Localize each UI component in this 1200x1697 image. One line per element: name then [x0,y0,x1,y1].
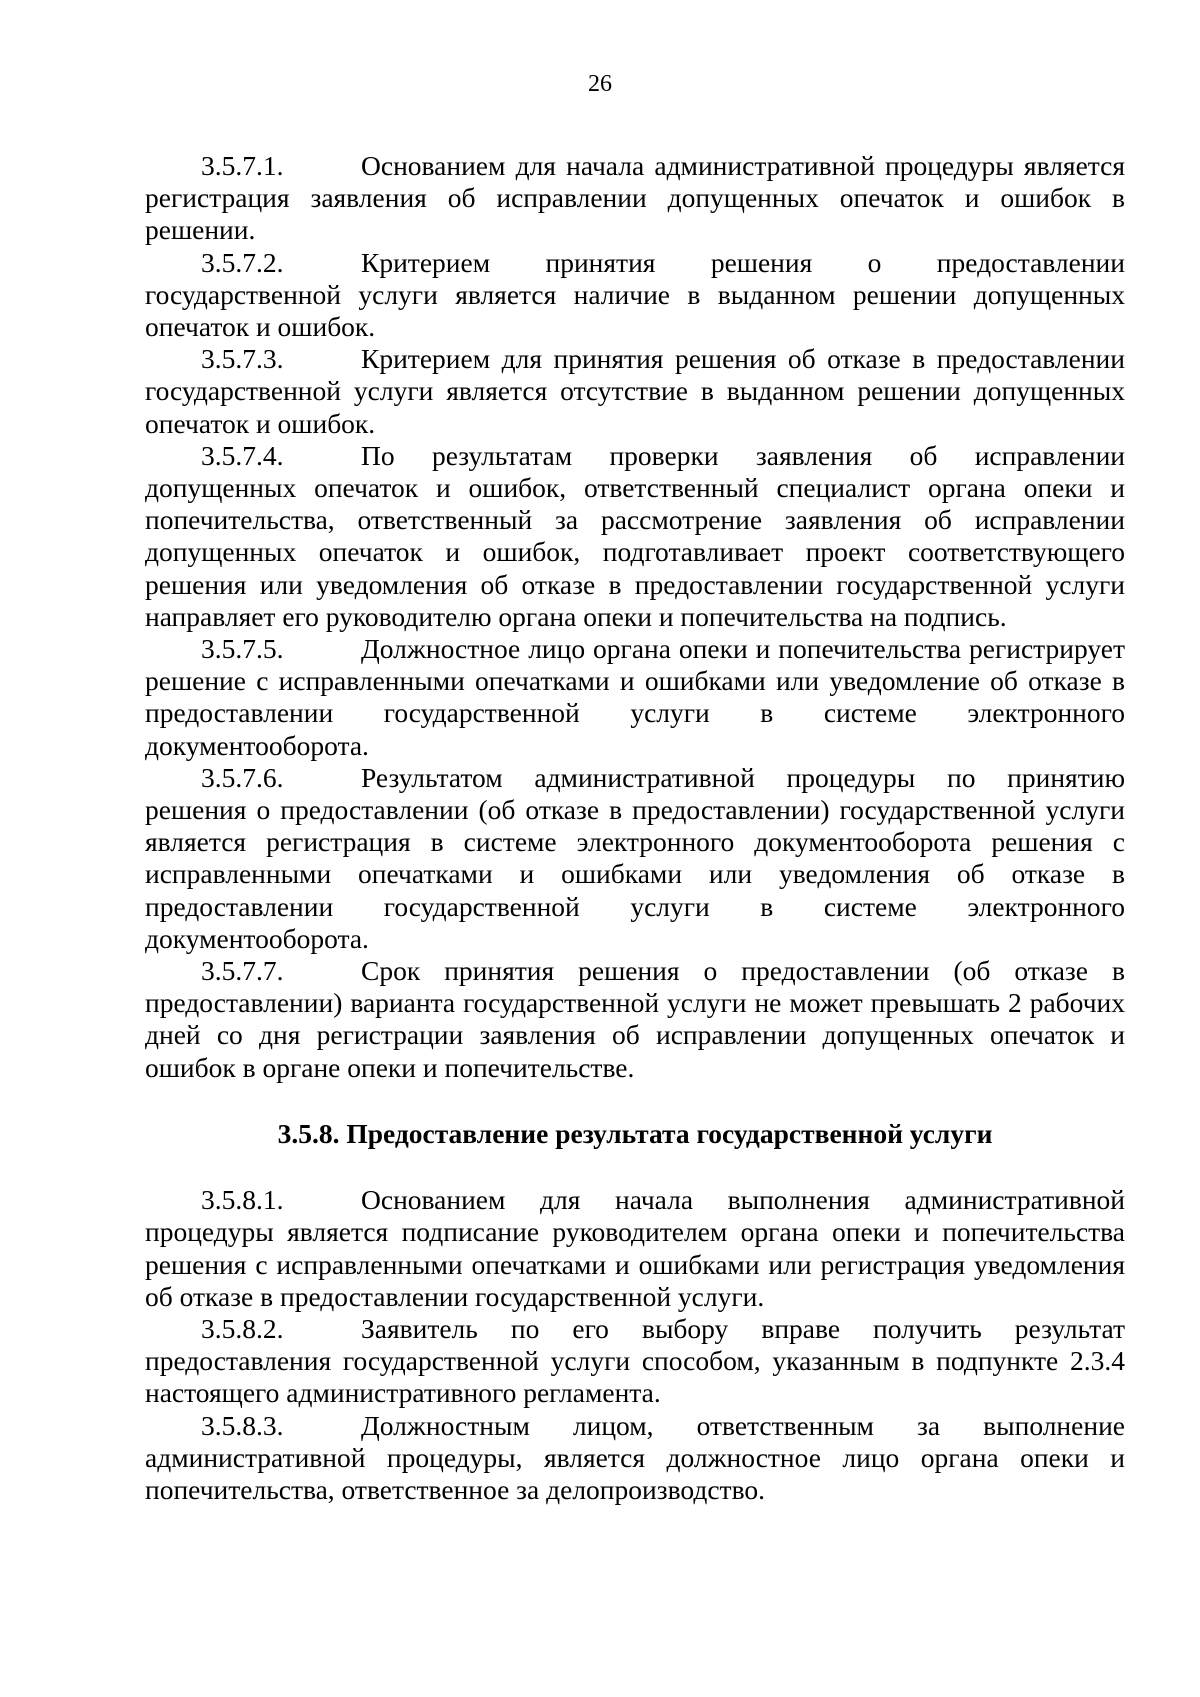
paragraph-number: 3.5.8.1. [201,1184,284,1216]
paragraph-text: Заявитель по его выбору вправе получить результат предоставления государственной услуги способом, указанным в подпункте 2.3.4 настоящего административного регламента. [145,1312,1125,1409]
paragraph-number: 3.5.7.5. [201,633,284,665]
section-heading-3-5-8: 3.5.8. Предоставление результата государственной услуги [277,1117,993,1149]
paragraph-3-5-7-7 [145,955,1125,1084]
paragraph-3-5-7-1 [145,150,1125,247]
paragraph-text: Основанием для начала административной процедуры является регистрация заявления об исправлении допущенных опечаток и ошибок в решении. [145,150,1125,246]
paragraph-number: 3.5.7.1. [201,150,284,181]
paragraph-3-5-7-2 [145,247,1125,344]
paragraph-text: Должностным лицом, ответственным за выполнение административной процедуры, является должностное лицо органа опеки и попечительства, ответственное за делопроизводство. [145,1409,1125,1505]
paragraph-3-5-8-3 [145,1410,1125,1507]
paragraph-text: Критерием принятия решения о предоставлении государственной услуги является наличие в выданном решении допущенных опечаток и ошибок. [145,246,1125,343]
paragraph-text: Критерием для принятия решения об отказе в предоставлении государственной услуги является отсутствие в выданном решении допущенных опечаток и ошибок. [145,343,1125,439]
paragraph-text: Основанием для начала выполнения административной процедуры является подписание руководителем органа опеки и попечительства решения с исправленными опечатками и ошибками или регистрация уведомления об отказе в предоставлении государственной услуги. [145,1184,1125,1312]
paragraph-number: 3.5.7.4. [201,439,284,471]
paragraph-number: 3.5.8.3. [201,1409,284,1441]
paragraph-number: 3.5.7.2. [201,246,284,278]
paragraph-text: По результатам проверки заявления об исправлении допущенных опечаток и ошибок, ответственный специалист органа опеки и попечительства, ответственный за рассмотрение заявления об исправлении допущенных опечаток и ошибок, подготавливает проект соответствующего решения или уведомления об отказе в предоставлении государственной услуги направляет его руководителю органа опеки и попечительства на подпись. [145,439,1125,632]
paragraph-3-5-8-1 [145,1184,1125,1313]
paragraph-3-5-7-4 [145,440,1125,633]
paragraph-3-5-7-3 [145,343,1125,440]
paragraph-3-5-8-2 [145,1313,1125,1410]
paragraph-number: 3.5.7.6. [201,761,284,793]
paragraph-text: Срок принятия решения о предоставлении (об отказе в предоставлении) варианта государственной услуги не может превышать 2 рабочих дней со дня регистрации заявления об исправлении допущенных опечаток и ошибок в органе опеки и попечительстве. [145,955,1125,1083]
paragraph-text: Должностное лицо органа опеки и попечительства регистрирует решение с исправленными опечатками и ошибками или уведомление об отказе в предоставлении государственной услуги в системе электронного документооборота. [145,633,1125,761]
paragraph-text: Результатом административной процедуры по принятию решения о предоставлении (об отказе в предоставлении) государственной услуги является регистрация в системе электронного документооборота решения с исправленными опечатками и ошибками или уведомления об отказе в предоставлении государственной услуги в системе электронного документооборота. [145,761,1125,954]
paragraph-3-5-7-5 [145,633,1125,762]
document-body [145,150,1125,1506]
paragraph-number: 3.5.7.7. [201,955,284,987]
page-number: 26 [588,71,612,97]
paragraph-number: 3.5.7.3. [201,343,284,375]
paragraph-number: 3.5.8.2. [201,1312,284,1344]
paragraph-3-5-7-6 [145,762,1125,955]
